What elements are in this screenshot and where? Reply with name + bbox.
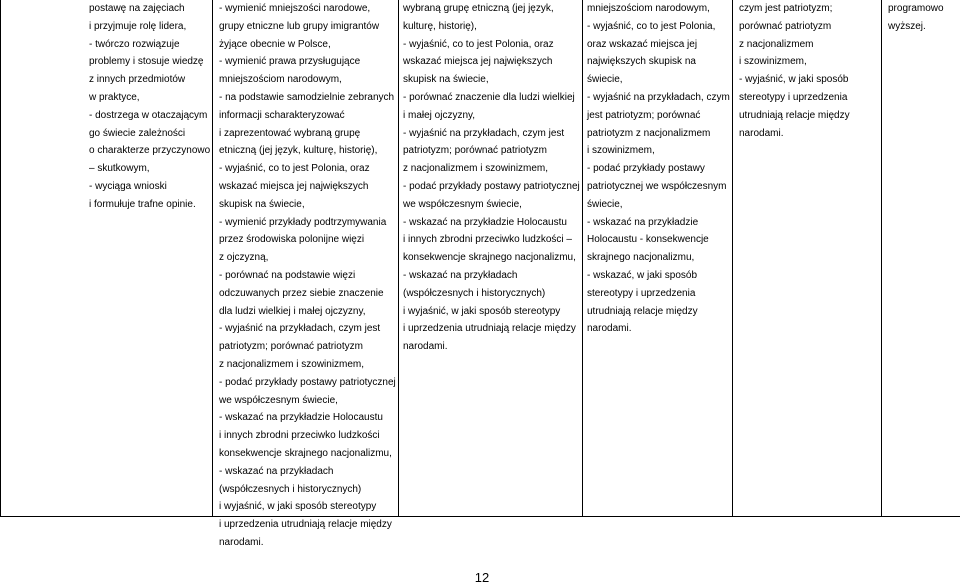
table-cell-line: odczuwanych przez siebie znaczenie: [219, 287, 384, 299]
table-cell-line: i małej ojczyzny,: [403, 109, 476, 121]
table-cell-line: i formułuje trafne opinie.: [89, 198, 196, 210]
table-cell-line: wyższej.: [888, 20, 926, 32]
table-cell-line: (współczesnych i historycznych): [403, 287, 546, 299]
table-cell-line: kulturę, historię),: [403, 20, 477, 32]
table-column-5: [733, 0, 882, 516]
table-cell-line: i innych zbrodni przeciwko ludzkości –: [403, 234, 572, 246]
table-cell-line: - wymienić mniejszości narodowe,: [219, 3, 371, 14]
table-cell-line: i wyjaśnić, w jaki sposób stereotypy: [219, 501, 377, 513]
table-cell-line: programowo: [888, 3, 944, 14]
table-cell-line: wskazać miejsca jej największych: [403, 56, 553, 68]
table-cell-line: postawę na zajęciach: [89, 3, 185, 14]
table-cell-line: skrajnego nacjonalizmu,: [587, 252, 695, 264]
table-column-2: [213, 0, 399, 548]
table-cell-line: - wyjaśnić na przykładach, czym jest: [219, 323, 381, 335]
table-cell-line: świecie,: [587, 198, 623, 210]
table-cell-line: narodami.: [403, 341, 448, 353]
table-cell-line: problemy i stosuje wiedzę: [89, 56, 204, 68]
table-cell-line: - podać przykłady postawy: [587, 163, 705, 175]
table-cell-line: narodami.: [219, 536, 264, 548]
table-cell-line: - wyjaśnić na przykładach, czym jest: [403, 127, 565, 139]
table-cell-line: skupisk na świecie,: [403, 74, 489, 86]
table-cell-line: utrudniają relacje między: [739, 109, 850, 121]
table-cell-line: jest patriotyzm; porównać: [587, 109, 701, 121]
table-cell-line: we współczesnym świecie,: [403, 198, 522, 210]
table-cell-line: największych skupisk na: [587, 56, 696, 68]
table-cell-line: patriotycznej we współczesnym: [587, 180, 727, 192]
table-cell-line: przez środowiska polonijne więzi: [219, 234, 365, 246]
table-column-3: [399, 0, 583, 516]
table-cell-line: - podać przykłady postawy patriotycznej: [403, 180, 580, 192]
table-cell-line: - twórczo rozwiązuje: [89, 38, 180, 50]
table-cell-line: konsekwencje skrajnego nacjonalizmu,: [219, 447, 392, 459]
table-cell-line: - porównać znaczenie dla ludzi wielkiej: [403, 91, 575, 103]
table-cell-line: - wskazać, w jaki sposób: [587, 269, 698, 281]
table-cell-line: - wymienić prawa przysługujące: [219, 56, 361, 68]
table-cell-line: - wymienić przykłady podtrzymywania: [219, 216, 387, 228]
table-cell-line: - wskazać na przykładach: [219, 465, 334, 477]
table-cell-line: we współczesnym świecie,: [219, 394, 338, 406]
table-cell-line: – skutkowym,: [89, 163, 150, 175]
table-cell-line: w praktyce,: [89, 91, 140, 103]
table-cell-line: i szowinizmem,: [739, 56, 807, 68]
table-cell-line: i szowinizmem,: [587, 145, 655, 157]
table-cell-line: (współczesnych i historycznych): [219, 483, 362, 495]
table-cell-line: patriotyzm; porównać patriotyzm: [403, 145, 547, 157]
table-cell-line: go świecie zależności: [89, 127, 186, 139]
table-cell-line: etniczną (jej język, kulturę, historię),: [219, 145, 378, 157]
table-cell-line: informacji scharakteryzować: [219, 109, 345, 121]
table-cell-line: - wskazać na przykładach: [403, 269, 518, 281]
table-bottom-border: [0, 516, 960, 517]
table-cell-line: świecie,: [587, 74, 623, 86]
table-cell-line: patriotyzm; porównać patriotyzm: [219, 341, 363, 353]
table-cell-line: - wskazać na przykładzie Holocaustu: [403, 216, 567, 228]
table-cell-line: oraz wskazać miejsca jej: [587, 38, 698, 50]
table-cell-line: - wyjaśnić, co to jest Polonia,: [587, 20, 716, 32]
table-cell-line: mniejszościom narodowym,: [587, 3, 710, 14]
table-cell-line: - na podstawie samodzielnie zebranych: [219, 91, 395, 103]
table-cell-line: z innych przedmiotów: [89, 74, 186, 86]
table-column-4: [583, 0, 733, 516]
table-column-6: [882, 0, 960, 516]
table-column-1: [0, 0, 213, 516]
table-cell-line: - porównać na podstawie więzi: [219, 269, 356, 281]
table-cell-line: Holocaustu - konsekwencje: [587, 234, 709, 246]
table-cell-line: o charakterze przyczynowo: [89, 145, 211, 157]
table-cell-line: konsekwencje skrajnego nacjonalizmu,: [403, 252, 576, 264]
table-cell-line: - wyjaśnić, co to jest Polonia, oraz: [403, 38, 554, 50]
table-cell-line: - wskazać na przykładzie: [587, 216, 699, 228]
table-cell-line: z nacjonalizmem: [739, 38, 814, 50]
table-cell-line: porównać patriotyzm: [739, 20, 832, 32]
table-cell-line: i zaprezentować wybraną grupę: [219, 127, 361, 139]
table-cell-line: wybraną grupę etniczną (jej język,: [403, 3, 554, 14]
table-cell-line: wskazać miejsca jej największych: [219, 180, 369, 192]
table-cell-line: - dostrzega w otaczającym: [89, 109, 208, 121]
table-cell-line: czym jest patriotyzm;: [739, 3, 833, 14]
table-cell-line: narodami.: [739, 127, 784, 139]
table-cell-line: - wyjaśnić, co to jest Polonia, oraz: [219, 163, 370, 175]
table-cell-line: stereotypy i uprzedzenia: [739, 91, 848, 103]
table-cell-line: patriotyzm z nacjonalizmem: [587, 127, 711, 139]
table-cell-line: - wyjaśnić na przykładach, czym: [587, 91, 730, 103]
table-cell-line: narodami.: [587, 323, 632, 335]
table-cell-line: i uprzedzenia utrudniają relacje między: [219, 519, 392, 531]
table-cell-line: z nacjonalizmem i szowinizmem,: [403, 163, 549, 175]
table-cell-line: żyjące obecnie w Polsce,: [219, 38, 331, 50]
table-cell-line: z ojczyzną,: [219, 252, 269, 264]
table-cell-line: skupisk na świecie,: [219, 198, 305, 210]
page-number: 12: [474, 570, 490, 585]
table-cell-line: i przyjmuje rolę lidera,: [89, 20, 187, 32]
table-cell-line: i innych zbrodni przeciwko ludzkości: [219, 430, 380, 442]
table-cell-line: - wyjaśnić, w jaki sposób: [739, 74, 849, 86]
table-cell-line: i uprzedzenia utrudniają relacje między: [403, 323, 576, 335]
table-cell-line: - wyciąga wnioski: [89, 180, 167, 192]
table-cell-line: - podać przykłady postawy patriotycznej: [219, 376, 396, 388]
table-cell-line: stereotypy i uprzedzenia: [587, 287, 696, 299]
table-cell-line: utrudniają relacje między: [587, 305, 698, 317]
table-cell-line: z nacjonalizmem i szowinizmem,: [219, 358, 365, 370]
table-cell-line: mniejszościom narodowym,: [219, 74, 342, 86]
table-cell-line: - wskazać na przykładzie Holocaustu: [219, 412, 383, 424]
table-cell-line: dla ludzi wielkiej i małej ojczyzny,: [219, 305, 366, 317]
table-cell-line: i wyjaśnić, w jaki sposób stereotypy: [403, 305, 561, 317]
table-cell-line: grupy etniczne lub grupy imigrantów: [219, 20, 380, 32]
